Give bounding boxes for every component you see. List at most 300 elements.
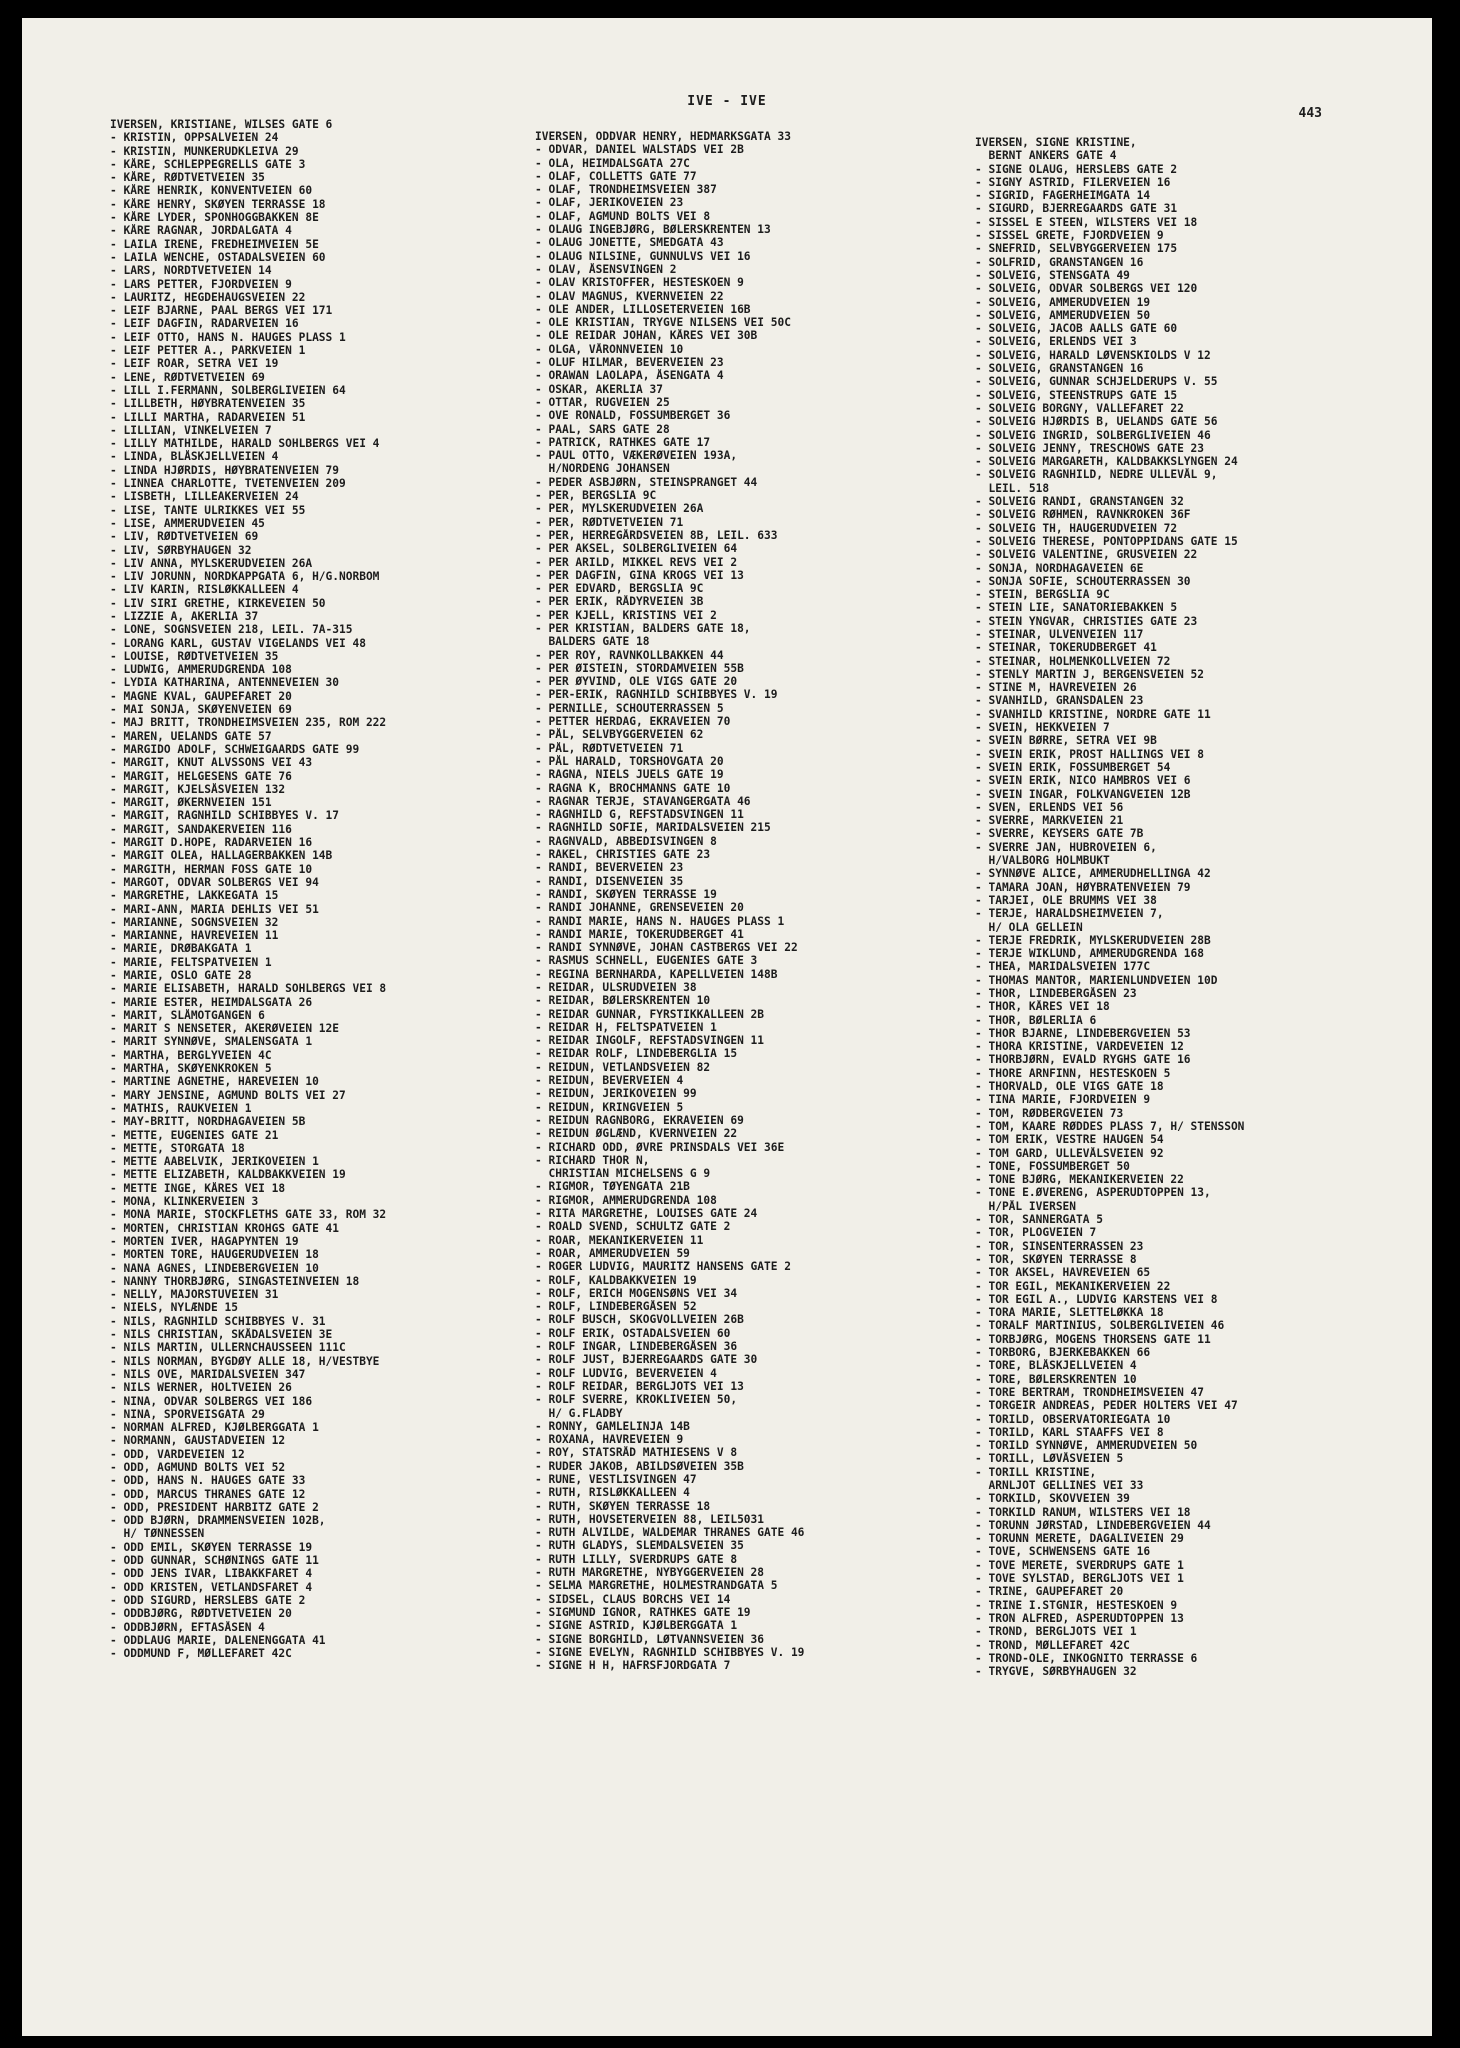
- directory-entry: - NORMANN, GAUSTADVEIEN 12: [110, 1434, 286, 1448]
- directory-entry: - PER ROY, RAVNKOLLBAKKEN 44: [535, 648, 724, 662]
- directory-entry: - LORANG KARL, GUSTAV VIGELANDS VEI 48: [110, 636, 366, 650]
- directory-entry: - KÅRE, RØDTVETVEIEN 35: [110, 171, 265, 185]
- directory-entry: - LILLI MARTHA, RADARVEIEN 51: [110, 410, 306, 424]
- directory-entry: - TROND-OLE, INKOGNITO TERRASSE 6: [975, 1651, 1198, 1665]
- directory-entry: - METTE ELIZABETH, KALDBAKKVEIEN 19: [110, 1168, 346, 1182]
- directory-entry: - RANDI, BEVERVEIEN 23: [535, 861, 684, 875]
- directory-entry: - THOR, LINDEBERGÅSEN 23: [975, 987, 1137, 1000]
- directory-entry: - SIGNY ASTRID, FILERVEIEN 16: [975, 175, 1171, 189]
- directory-entry: - TROND, MØLLEFARET 42C: [975, 1638, 1130, 1652]
- directory-entry: - SIGNE H H, HAFRSFJORDGATA 7: [535, 1659, 731, 1673]
- directory-entry: - OLA, HEIMDALSGATA 27C: [535, 156, 690, 170]
- directory-entry: - MARIE, OSLO GATE 28: [110, 969, 252, 982]
- directory-entry: - SOLVEIG TH, HAUGERUDVEIEN 72: [975, 521, 1178, 535]
- directory-entry: - TORILD, KARL STAAFFS VEI 8: [975, 1425, 1164, 1439]
- directory-entry: - OLAF, JERIKOVEIEN 23: [535, 196, 684, 210]
- directory-entry: - RUTH GLADYS, SLEMDALSVEIEN 35: [535, 1539, 744, 1553]
- directory-entry: BALDERS GATE 18: [535, 635, 650, 649]
- directory-entry: - ODD, MARCUS THRANES GATE 12: [110, 1487, 306, 1501]
- directory-entry: - ROLF INGAR, LINDEBERGÅSEN 36: [535, 1340, 738, 1354]
- directory-entry: - LEIF BJARNE, PAAL BERGS VEI 171: [110, 304, 333, 318]
- directory-entry: - TORALF MARTINIUS, SOLBERGLIVEIEN 46: [975, 1319, 1225, 1333]
- directory-entry: - NANA AGNES, LINDEBERGVEIEN 10: [110, 1261, 319, 1275]
- directory-entry: - OLAUG JONETTE, SMEDGATA 43: [535, 236, 724, 250]
- directory-entry: - SOLVEIG RANDI, GRANSTANGEN 32: [975, 495, 1184, 509]
- directory-entry: - LINNEA CHARLOTTE, TVETENVEIEN 209: [110, 477, 346, 491]
- directory-entry: - TORUNN JØRSTAD, LINDEBERGVEIEN 44: [975, 1518, 1211, 1532]
- directory-entry: - REIDAR ROLF, LINDEBERGLIA 15: [535, 1047, 738, 1061]
- directory-entry: - PÅL, SELVBYGGERVEIEN 62: [535, 728, 704, 742]
- directory-entry: - OLE REIDAR JOHAN, KÅRES VEI 30B: [535, 329, 758, 343]
- directory-entry: - LIV ANNA, MYLSKERUDVEIEN 26A: [110, 556, 313, 570]
- directory-entry: - TORE BERTRAM, TRONDHEIMSVEIEN 47: [975, 1385, 1205, 1399]
- directory-entry: - RUTH, HOVSETERVEIEN 88, LEIL5031: [535, 1512, 765, 1526]
- directory-entry: - SOLVEIG, AMMERUDVEIEN 19: [975, 295, 1151, 309]
- directory-entry: - MARIANNE, SOGNSVEIEN 32: [110, 915, 279, 929]
- directory-entry: - TORGEIR ANDREAS, PEDER HOLTERS VEI 47: [975, 1399, 1238, 1413]
- directory-entry: - TORBJØRG, MOGENS THORSENS GATE 11: [975, 1332, 1211, 1346]
- directory-entry: - SYNNØVE ALICE, AMMERUDHELLINGA 42: [975, 867, 1211, 881]
- directory-entry: - RAGNAR TERJE, STAVANGERGATA 46: [535, 794, 751, 808]
- directory-entry: H/ G.FLADBY: [535, 1406, 623, 1420]
- directory-entry: - ODD, AGMUND BOLTS VEI 52: [110, 1460, 286, 1474]
- directory-entry: ARNLJOT GELLINES VEI 33: [975, 1478, 1144, 1492]
- directory-entry: - STEIN, BERGSLIA 9C: [975, 588, 1110, 602]
- directory-entry: - MAJ BRITT, TRONDHEIMSVEIEN 235, ROM 222: [110, 716, 387, 730]
- directory-entry: - LIV, RØDTVETVEIEN 69: [110, 530, 259, 544]
- directory-entry: - NILS, RAGNHILD SCHIBBYES V. 31: [110, 1314, 326, 1328]
- directory-entry: - MARGIT, ØKERNVEIEN 151: [110, 796, 272, 810]
- directory-entry: - NINA, SPORVEISGATA 29: [110, 1407, 265, 1421]
- directory-entry: - MARGOT, ODVAR SOLBERGS VEI 94: [110, 875, 319, 889]
- directory-column-3: [975, 136, 1415, 1678]
- directory-entry: - RANDI, SKØYEN TERRASSE 19: [535, 887, 717, 901]
- directory-entry: - RICHARD THOR N,: [535, 1153, 650, 1167]
- directory-entry: - TOVE, SCHWENSENS GATE 16: [975, 1545, 1151, 1559]
- directory-entry: - OSKAR, AKERLIA 37: [535, 382, 663, 396]
- directory-entry: - NANNY THORBJØRG, SINGASTEINVEIEN 18: [110, 1274, 360, 1288]
- directory-entry: - LILL I.FERMANN, SOLBERGLIVEIEN 64: [110, 383, 346, 397]
- directory-entry: - ODD SIGURD, HERSLEBS GATE 2: [110, 1593, 306, 1607]
- directory-entry: - RAGNVALD, ABBEDISVINGEN 8: [535, 834, 717, 848]
- directory-entry: - REIDAR INGOLF, REFSTADSVINGEN 11: [535, 1034, 765, 1048]
- directory-entry: - RAGNA, NIELS JUELS GATE 19: [535, 768, 724, 782]
- directory-entry: - SOLFRID, GRANSTANGEN 16: [975, 255, 1144, 269]
- directory-entry: - LOUISE, RØDTVETVEIEN 35: [110, 649, 279, 663]
- directory-entry: - OLGA, VÅRONNVEIEN 10: [535, 342, 684, 356]
- directory-entry: - PER DAGFIN, GINA KROGS VEI 13: [535, 568, 744, 582]
- directory-entry: - SIGNE OLAUG, HERSLEBS GATE 2: [975, 162, 1178, 176]
- directory-column-1: [110, 118, 545, 1660]
- directory-entry: - TAMARA JOAN, HØYBRATENVEIEN 79: [975, 880, 1191, 894]
- directory-entry: - PERNILLE, SCHOUTERRASSEN 5: [535, 701, 724, 715]
- directory-entry: - LIV SIRI GRETHE, KIRKEVEIEN 50: [110, 596, 326, 610]
- directory-entry: - REIDUN, BEVERVEIEN 4: [535, 1074, 684, 1088]
- directory-entry: - PER, MYLSKERUDVEIEN 26A: [535, 502, 704, 516]
- directory-entry: - OLAF, COLLETTS GATE 77: [535, 169, 697, 183]
- directory-entry: - MARIE ESTER, HEIMDALSGATA 26: [110, 995, 313, 1009]
- directory-entry: - TOM, KAARE RØDDES PLASS 7, H/ STENSSON: [975, 1119, 1245, 1133]
- directory-entry: - ODD JENS IVAR, LIBAKKFARET 4: [110, 1567, 313, 1581]
- directory-entry: - LINDA, BLÅSKJELLVEIEN 4: [110, 450, 279, 464]
- directory-entry: - MARTHA, BERGLYVEIEN 4C: [110, 1048, 272, 1062]
- directory-entry: - PER ØISTEIN, STORDAMVEIEN 55B: [535, 661, 744, 675]
- directory-entry: - SNEFRID, SELVBYGGERVEIEN 175: [975, 242, 1178, 256]
- directory-entry: - REIDAR GUNNAR, FYRSTIKKALLEEN 2B: [535, 1007, 765, 1021]
- directory-entry: - SOLVEIG RØHMEN, RAVNKROKEN 36F: [975, 508, 1191, 522]
- directory-entry: - LINDA HJØRDIS, HØYBRATENVEIEN 79: [110, 463, 340, 477]
- directory-entry: - SOLVEIG BORGNY, VALLEFARET 22: [975, 401, 1184, 415]
- directory-entry: - ROLF, KALDBAKKVEIEN 19: [535, 1273, 697, 1287]
- directory-entry: - OLE ANDER, LILLOSETERVEIEN 16B: [535, 302, 751, 316]
- directory-entry: - NORMAN ALFRED, KJØLBERGGATA 1: [110, 1421, 319, 1435]
- directory-entry: - SVANHILD KRISTINE, NORDRE GATE 11: [975, 707, 1211, 721]
- directory-entry: - PEDER ASBJØRN, STEINSPRANGET 44: [535, 475, 758, 489]
- directory-entry: - ODD, VARDEVEIEN 12: [110, 1447, 245, 1461]
- directory-entry: - RICHARD ODD, ØVRE PRINSDALS VEI 36E: [535, 1140, 785, 1154]
- directory-entry: - PATRICK, RATHKES GATE 17: [535, 435, 711, 449]
- directory-entry: - TOR EGIL, MEKANIKERVEIEN 22: [975, 1279, 1171, 1293]
- directory-entry: - MARGIT OLEA, HALLAGERBAKKEN 14B: [110, 849, 333, 863]
- directory-entry: - MAI SONJA, SKØYENVEIEN 69: [110, 703, 292, 717]
- directory-entry: - NINA, ODVAR SOLBERGS VEI 186: [110, 1394, 313, 1408]
- directory-entry: - LIV KARIN, RISLØKKALLEEN 4: [110, 583, 299, 597]
- directory-entry: - MARGIT D.HOPE, RADARVEIEN 16: [110, 836, 313, 850]
- directory-entry: - TRYGVE, SØRBYHAUGEN 32: [975, 1665, 1137, 1679]
- page-number: 443: [1298, 106, 1322, 121]
- directory-entry: - SIGNE EVELYN, RAGNHILD SCHIBBYES V. 19: [535, 1645, 805, 1659]
- directory-entry: - STEINAR, TOKERUDBERGET 41: [975, 641, 1157, 655]
- directory-entry: - PER ØYVIND, OLE VIGS GATE 20: [535, 675, 738, 689]
- directory-entry: - SOLVEIG, ODVAR SOLBERGS VEI 120: [975, 282, 1198, 296]
- directory-entry: - RANDI MARIE, TOKERUDBERGET 41: [535, 927, 744, 941]
- directory-entry: - ROY, STATSRÅD MATHIESENS V 8: [535, 1446, 738, 1460]
- directory-entry: - LAILA IRENE, FREDHEIMVEIEN 5E: [110, 237, 319, 251]
- directory-entry: - STINE M, HAVREVEIEN 26: [975, 681, 1137, 695]
- directory-entry: - KÅRE, SCHLEPPEGRELLS GATE 3: [110, 157, 306, 171]
- directory-entry: - MORTEN, CHRISTIAN KROHGS GATE 41: [110, 1221, 340, 1235]
- directory-entry: - THOR, BØLERLIA 6: [975, 1013, 1097, 1027]
- directory-entry: - SVEIN BØRRE, SETRA VEI 9B: [975, 734, 1157, 748]
- directory-entry: IVERSEN, KRISTIANE, WILSES GATE 6: [110, 118, 333, 131]
- directory-entry: - OLAUG INGEBJØRG, BØLERSKRENTEN 13: [535, 223, 771, 237]
- directory-entry: - REIDUN RAGNBORG, EKRAVEIEN 69: [535, 1113, 744, 1127]
- directory-entry: - MARGIT, KJELSÅSVEIEN 132: [110, 782, 286, 796]
- directory-entry: - SVEN, ERLENDS VEI 56: [975, 800, 1124, 814]
- directory-entry: - MAGNE KVAL, GAUPEFARET 20: [110, 689, 292, 703]
- directory-entry: - SVEIN, HEKKVEIEN 7: [975, 721, 1110, 735]
- directory-entry: - TRINE, GAUPEFARET 20: [975, 1585, 1124, 1599]
- directory-entry: - OLAUG NILSINE, GUNNULVS VEI 16: [535, 249, 751, 263]
- directory-entry: - TORBORG, BJERKEBAKKEN 66: [975, 1346, 1151, 1360]
- directory-entry: - THORBJØRN, EVALD RYGHS GATE 16: [975, 1053, 1191, 1067]
- directory-page: [22, 18, 1432, 2036]
- directory-entry: - ROGER LUDVIG, MAURITZ HANSENS GATE 2: [535, 1260, 791, 1274]
- directory-entry: - MARIT, SLÅMOTGANGEN 6: [110, 1008, 265, 1022]
- directory-entry: - OTTAR, RUGVEIEN 25: [535, 395, 670, 409]
- directory-entry: - PER, HERREGÅRDSVEIEN 8B, LEIL. 633: [535, 528, 778, 542]
- directory-entry: - TOR, SKØYEN TERRASSE 8: [975, 1252, 1137, 1266]
- directory-entry: - MONA, KLINKERVEIEN 3: [110, 1195, 259, 1209]
- directory-entry: - MARGRETHE, LAKKEGATA 15: [110, 889, 279, 903]
- directory-entry: - TOR AKSEL, HAVREVEIEN 65: [975, 1266, 1151, 1280]
- directory-entry: - TORUNN MERETE, DAGALIVEIEN 29: [975, 1532, 1184, 1546]
- directory-entry: - ROLF ERIK, OSTADALSVEIEN 60: [535, 1326, 731, 1340]
- directory-entry: - PAAL, SARS GATE 28: [535, 422, 670, 436]
- directory-entry: - STEINAR, ULVENVEIEN 117: [975, 627, 1144, 641]
- directory-entry: H/ OLA GELLEIN: [975, 920, 1083, 934]
- directory-entry: - ODD, HANS N. HAUGES GATE 33: [110, 1474, 306, 1488]
- directory-entry: - MORTEN TORE, HAUGERUDVEIEN 18: [110, 1248, 319, 1262]
- directory-entry: LEIL. 518: [975, 481, 1050, 495]
- directory-entry: - MAREN, UELANDS GATE 57: [110, 729, 272, 743]
- directory-entry: - LILLIAN, VINKELVEIEN 7: [110, 423, 272, 437]
- directory-entry: - SVEIN ERIK, NICO HAMBROS VEI 6: [975, 774, 1191, 788]
- directory-entry: - MARGIT, RAGNHILD SCHIBBYES V. 17: [110, 809, 340, 823]
- directory-entry: - REIDAR, BØLERSKRENTEN 10: [535, 994, 711, 1008]
- directory-entry: - LYDIA KATHARINA, ANTENNEVEIEN 30: [110, 676, 340, 690]
- directory-entry: - ODDMUND F, MØLLEFARET 42C: [110, 1647, 292, 1661]
- directory-entry: - LAURITZ, HEGDEHAUGSVEIEN 22: [110, 290, 306, 304]
- directory-entry: - MARTHA, SKØYENKROKEN 5: [110, 1062, 272, 1076]
- directory-entry: - RUTH, SKØYEN TERRASSE 18: [535, 1499, 711, 1513]
- directory-entry: - RUTH, RISLØKKALLEEN 4: [535, 1486, 690, 1500]
- directory-entry: - ODDBJØRN, EFTASÅSEN 4: [110, 1620, 265, 1634]
- directory-entry: - THORVALD, OLE VIGS GATE 18: [975, 1080, 1164, 1094]
- directory-entry: - REIDAR H, FELTSPATVEIEN 1: [535, 1020, 717, 1034]
- directory-entry: - SIGNE ASTRID, KJØLBERGGATA 1: [535, 1619, 738, 1633]
- directory-entry: - MARGITH, HERMAN FOSS GATE 10: [110, 862, 313, 876]
- directory-entry: - SOLVEIG THERESE, PONTOPPIDANS GATE 15: [975, 534, 1238, 548]
- directory-entry: - LIV, SØRBYHAUGEN 32: [110, 543, 252, 557]
- directory-entry: - TOM, RØDBERGVEIEN 73: [975, 1106, 1124, 1120]
- directory-entry: - MAY-BRITT, NORDHAGAVEIEN 5B: [110, 1115, 306, 1129]
- directory-entry: - OLAV MAGNUS, KVERNVEIEN 22: [535, 289, 724, 303]
- directory-entry: - ROALD SVEND, SCHULTZ GATE 2: [535, 1220, 731, 1234]
- directory-entry: - TORE, BLÅSKJELLVEIEN 4: [975, 1359, 1137, 1373]
- directory-entry: - LARS, NORDTVETVEIEN 14: [110, 264, 272, 278]
- directory-entry: - OLAF, AGMUND BOLTS VEI 8: [535, 209, 711, 223]
- directory-entry: - SOLVEIG JENNY, TRESCHOWS GATE 23: [975, 441, 1205, 455]
- directory-entry: - RONNY, GAMLELINJA 14B: [535, 1419, 690, 1433]
- directory-entry: - THOR BJARNE, LINDEBERGVEIEN 53: [975, 1026, 1191, 1040]
- directory-entry: - THEA, MARIDALSVEIEN 177C: [975, 960, 1151, 974]
- directory-entry: - ROLF SVERRE, KROKLIVEIEN 50,: [535, 1393, 738, 1407]
- directory-entry: - ROLF LUDVIG, BEVERVEIEN 4: [535, 1366, 717, 1380]
- directory-entry: - TINA MARIE, FJORDVEIEN 9: [975, 1093, 1151, 1107]
- directory-entry: - TORILL KRISTINE,: [975, 1465, 1097, 1479]
- directory-entry: - SONJA SOFIE, SCHOUTERRASSEN 30: [975, 574, 1191, 588]
- directory-entry: - PER ARILD, MIKKEL REVS VEI 2: [535, 555, 738, 569]
- directory-entry: - MORTEN IVER, HAGAPYNTEN 19: [110, 1234, 299, 1248]
- directory-entry: - KÅRE HENRY, SKØYEN TERRASSE 18: [110, 197, 326, 211]
- directory-entry: CHRISTIAN MICHELSENS G 9: [535, 1167, 711, 1181]
- directory-entry: - SVEIN INGAR, FOLKVANGVEIEN 12B: [975, 787, 1191, 801]
- directory-entry: - SOLVEIG, STENSGATA 49: [975, 268, 1130, 282]
- directory-entry: - PER AKSEL, SOLBERGLIVEIEN 64: [535, 542, 738, 556]
- directory-entry: - MARY JENSINE, AGMUND BOLTS VEI 27: [110, 1088, 346, 1102]
- directory-entry: - KÅRE LYDER, SPONHOGGBAKKEN 8E: [110, 211, 319, 225]
- directory-entry: - REIDUN ØGLÆND, KVERNVEIEN 22: [535, 1127, 738, 1141]
- directory-entry: - SVANHILD, GRANSDALEN 23: [975, 694, 1144, 708]
- directory-entry: - NELLY, MAJORSTUVEIEN 31: [110, 1288, 279, 1302]
- directory-entry: - NILS OVE, MARIDALSVEIEN 347: [110, 1367, 306, 1381]
- directory-entry: - TORE, BØLERSKRENTEN 10: [975, 1372, 1137, 1386]
- directory-entry: IVERSEN, ODDVAR HENRY, HEDMARKSGATA 33: [535, 130, 791, 143]
- directory-entry: - SISSEL E STEEN, WILSTERS VEI 18: [975, 215, 1198, 229]
- directory-entry: - RUDER JAKOB, ABILDSØVEIEN 35B: [535, 1459, 744, 1473]
- directory-entry: - TONE E.ØVERENG, ASPERUDTOPPEN 13,: [975, 1186, 1211, 1200]
- directory-entry: - MARIT S NENSETER, AKERØVEIEN 12E: [110, 1022, 340, 1036]
- directory-entry: H/VALBORG HOLMBUKT: [975, 854, 1110, 868]
- directory-entry: - SELMA MARGRETHE, HOLMESTRANDGATA 5: [535, 1579, 778, 1593]
- directory-entry: - TERJE, HARALDSHEIMVEIEN 7,: [975, 907, 1164, 921]
- directory-entry: - STEIN YNGVAR, CHRISTIES GATE 23: [975, 614, 1198, 628]
- directory-entry: - PER KJELL, KRISTINS VEI 2: [535, 608, 717, 622]
- directory-entry: - THOR, KÅRES VEI 18: [975, 1000, 1110, 1014]
- directory-entry: - LEIF DAGFIN, RADARVEIEN 16: [110, 317, 299, 331]
- directory-entry: - OVE RONALD, FOSSUMBERGET 36: [535, 409, 731, 423]
- directory-entry: - ODDBJØRG, RØDTVETVEIEN 20: [110, 1607, 292, 1621]
- directory-entry: - LEIF PETTER A., PARKVEIEN 1: [110, 344, 306, 358]
- directory-entry: - PER-ERIK, RAGNHILD SCHIBBYES V. 19: [535, 688, 778, 702]
- directory-entry: - MARTINE AGNETHE, HAREVEIEN 10: [110, 1075, 319, 1089]
- directory-entry: - RIGMOR, AMMERUDGRENDA 108: [535, 1193, 717, 1207]
- directory-entry: - METTE, EUGENIES GATE 21: [110, 1128, 279, 1142]
- directory-entry: - RUNE, VESTLISVINGEN 47: [535, 1472, 697, 1486]
- directory-entry: - TONE, FOSSUMBERGET 50: [975, 1159, 1130, 1173]
- directory-entry: - SOLVEIG, ERLENDS VEI 3: [975, 335, 1137, 349]
- directory-entry: - MARIT SYNNØVE, SMALENSGATA 1: [110, 1035, 313, 1049]
- directory-entry: - RANDI JOHANNE, GRENSEVEIEN 20: [535, 901, 744, 915]
- directory-entry: - LISBETH, LILLEAKERVEIEN 24: [110, 490, 299, 504]
- directory-entry: - TOM ERIK, VESTRE HAUGEN 54: [975, 1133, 1164, 1147]
- directory-entry: - LENE, RØDTVETVEIEN 69: [110, 370, 265, 384]
- directory-entry: - TERJE WIKLUND, AMMERUDGRENDA 168: [975, 947, 1205, 961]
- directory-entry: - LEIF OTTO, HANS N. HAUGES PLASS 1: [110, 330, 346, 344]
- directory-entry: - RUTH MARGRETHE, NYBYGGERVEIEN 28: [535, 1566, 765, 1580]
- directory-entry: - ODD GUNNAR, SCHØNINGS GATE 11: [110, 1554, 319, 1568]
- directory-entry: - TOVE SYLSTAD, BERGLJOTS VEI 1: [975, 1572, 1184, 1586]
- directory-entry: - PÅL, RØDTVETVEIEN 71: [535, 741, 684, 755]
- directory-entry: - TONE BJØRG, MEKANIKERVEIEN 22: [975, 1173, 1184, 1187]
- directory-entry: - REIDUN, VETLANDSVEIEN 82: [535, 1060, 711, 1074]
- directory-entry: - ROLF REIDAR, BERGLJOTS VEI 13: [535, 1379, 744, 1393]
- directory-entry: - LARS PETTER, FJORDVEIEN 9: [110, 277, 292, 291]
- directory-entry: - THOMAS MANTOR, MARIENLUNDVEIEN 10D: [975, 973, 1218, 987]
- directory-entry: - PER, BERGSLIA 9C: [535, 489, 657, 503]
- directory-entry: - SOLVEIG, AMMERUDVEIEN 50: [975, 308, 1151, 322]
- directory-entry: - MATHIS, RAUKVEIEN 1: [110, 1101, 252, 1115]
- directory-entry: - SIGURD, BJERREGAARDS GATE 31: [975, 202, 1178, 216]
- directory-entry: - KÅRE HENRIK, KONVENTVEIEN 60: [110, 184, 313, 198]
- directory-entry: - OLAV, ÅSENSVINGEN 2: [535, 262, 677, 276]
- directory-entry: - ODD BJØRN, DRAMMENSVEIEN 102B,: [110, 1514, 326, 1528]
- directory-entry: - LISE, AMMERUDVEIEN 45: [110, 516, 265, 530]
- directory-entry: - KRISTIN, MUNKERUDKLEIVA 29: [110, 144, 299, 158]
- directory-entry: - ROAR, AMMERUDVEIEN 59: [535, 1246, 690, 1260]
- directory-entry: - SOLVEIG, HARALD LØVENSKIOLDS V 12: [975, 348, 1211, 362]
- directory-entry: - RAGNHILD G, REFSTADSVINGEN 11: [535, 808, 744, 822]
- directory-entry: - SIDSEL, CLAUS BORCHS VEI 14: [535, 1592, 731, 1606]
- directory-entry: - SOLVEIG HJØRDIS B, UELANDS GATE 56: [975, 415, 1218, 429]
- directory-entry: - TOVE MERETE, SVERDRUPS GATE 1: [975, 1558, 1184, 1572]
- directory-entry: - SOLVEIG INGRID, SOLBERGLIVEIEN 46: [975, 428, 1211, 442]
- directory-entry: - RUTH ALVILDE, WALDEMAR THRANES GATE 46: [535, 1526, 805, 1540]
- directory-entry: BERNT ANKERS GATE 4: [975, 149, 1117, 163]
- directory-entry: IVERSEN, SIGNE KRISTINE,: [975, 136, 1137, 149]
- directory-entry: - PER KRISTIAN, BALDERS GATE 18,: [535, 621, 751, 635]
- directory-entry: - MARIE, DRØBAKGATA 1: [110, 942, 252, 956]
- directory-entry: - STEIN LIE, SANATORIEBAKKEN 5: [975, 601, 1178, 615]
- directory-entry: - SVEIN ERIK, FOSSUMBERGET 54: [975, 760, 1171, 774]
- directory-entry: - OLAF, TRONDHEIMSVEIEN 387: [535, 183, 717, 197]
- directory-entry: - RASMUS SCHNELL, EUGENIES GATE 3: [535, 954, 758, 968]
- directory-entry: - MARIE ELISABETH, HARALD SOHLBERGS VEI 8: [110, 982, 387, 996]
- directory-entry: - ODD EMIL, SKØYEN TERRASSE 19: [110, 1540, 313, 1554]
- directory-entry: - SOLVEIG, GUNNAR SCHJELDERUPS V. 55: [975, 375, 1218, 389]
- directory-entry: - MARGIT, KNUT ALVSSONS VEI 43: [110, 756, 313, 770]
- directory-entry: - TARJEI, OLE BRUMMS VEI 38: [975, 893, 1157, 907]
- directory-entry: - NILS WERNER, HOLTVEIEN 26: [110, 1381, 292, 1395]
- directory-entry: - METTE, STORGATA 18: [110, 1141, 245, 1155]
- directory-entry: - PÅL HARALD, TORSHOVGATA 20: [535, 754, 724, 768]
- directory-entry: - LIV JORUNN, NORDKAPPGATA 6, H/G.NORBOM: [110, 570, 380, 584]
- directory-entry: - RITA MARGRETHE, LOUISES GATE 24: [535, 1207, 758, 1221]
- directory-entry: - LEIF ROAR, SETRA VEI 19: [110, 357, 279, 371]
- directory-entry: - SOLVEIG, JACOB AALLS GATE 60: [975, 322, 1178, 336]
- directory-entry: - SVERRE, MARKVEIEN 21: [975, 814, 1124, 828]
- directory-entry: - REIDUN, JERIKOVEIEN 99: [535, 1087, 697, 1101]
- directory-entry: - MARIE, FELTSPATVEIEN 1: [110, 955, 272, 969]
- directory-entry: - SIGRID, FAGERHEIMGATA 14: [975, 189, 1151, 203]
- page-header: IVE - IVE: [687, 94, 767, 109]
- directory-entry: - RANDI MARIE, HANS N. HAUGES PLASS 1: [535, 914, 785, 928]
- directory-entry: - TRINE I.STGNIR, HESTESKOEN 9: [975, 1598, 1178, 1612]
- directory-entry: - NIELS, NYLÆNDE 15: [110, 1301, 238, 1315]
- directory-column-2: [535, 130, 980, 1672]
- directory-entry: - LILLY MATHILDE, HARALD SOHLBERGS VEI 4: [110, 437, 380, 451]
- directory-entry: - SISSEL GRETE, FJORDVEIEN 9: [975, 229, 1164, 243]
- directory-entry: - TORILD SYNNØVE, AMMERUDVEIEN 50: [975, 1439, 1198, 1453]
- directory-entry: - RAGNA K, BROCHMANNS GATE 10: [535, 781, 731, 795]
- directory-entry: - MARGIT, SANDAKERVEIEN 116: [110, 822, 292, 836]
- directory-entry: - TORILD, OBSERVATORIEGATA 10: [975, 1412, 1171, 1426]
- directory-entry: - METTE AABELVIK, JERIKOVEIEN 1: [110, 1155, 319, 1169]
- directory-entry: - STEINAR, HOLMENKOLLVEIEN 72: [975, 654, 1171, 668]
- directory-entry: - OLE KRISTIAN, TRYGVE NILSENS VEI 50C: [535, 316, 791, 330]
- directory-entry: - RAKEL, CHRISTIES GATE 23: [535, 848, 711, 862]
- directory-entry: - TOR, PLOGVEIEN 7: [975, 1226, 1097, 1240]
- directory-entry: - REIDAR, ULSRUDVEIEN 38: [535, 981, 697, 994]
- directory-entry: - SIGMUND IGNOR, RATHKES GATE 19: [535, 1605, 751, 1619]
- directory-entry: - PER ERIK, RÅDYRVEIEN 3B: [535, 595, 704, 609]
- directory-entry: - TROND, BERGLJOTS VEI 1: [975, 1625, 1137, 1639]
- directory-entry: - KÅRE RAGNAR, JORDALGATA 4: [110, 224, 292, 238]
- directory-entry: - NILS NORMAN, BYGDØY ALLE 18, H/VESTBYE: [110, 1354, 380, 1368]
- directory-entry: - SVERRE, KEYSERS GATE 7B: [975, 827, 1144, 841]
- directory-entry: - SIGNE BORGHILD, LØTVANNSVEIEN 36: [535, 1632, 765, 1646]
- directory-entry: - RIGMOR, TØYENGATA 21B: [535, 1180, 690, 1194]
- directory-entry: - TOR EGIL A., LUDVIG KARSTENS VEI 8: [975, 1292, 1218, 1306]
- directory-entry: - PER, RØDTVETVEIEN 71: [535, 515, 684, 529]
- directory-entry: - ODDLAUG MARIE, DALENENGGATA 41: [110, 1633, 326, 1647]
- directory-entry: - TOR, SANNERGATA 5: [975, 1213, 1103, 1227]
- directory-entry: - OLAV KRISTOFFER, HESTESKOEN 9: [535, 276, 744, 290]
- directory-entry: - LAILA WENCHE, OSTADALSVEIEN 60: [110, 250, 326, 264]
- directory-entry: - SONJA, NORDHAGAVEIEN 6E: [975, 561, 1144, 575]
- directory-entry: - SOLVEIG RAGNHILD, NEDRE ULLEVÅL 9,: [975, 468, 1218, 482]
